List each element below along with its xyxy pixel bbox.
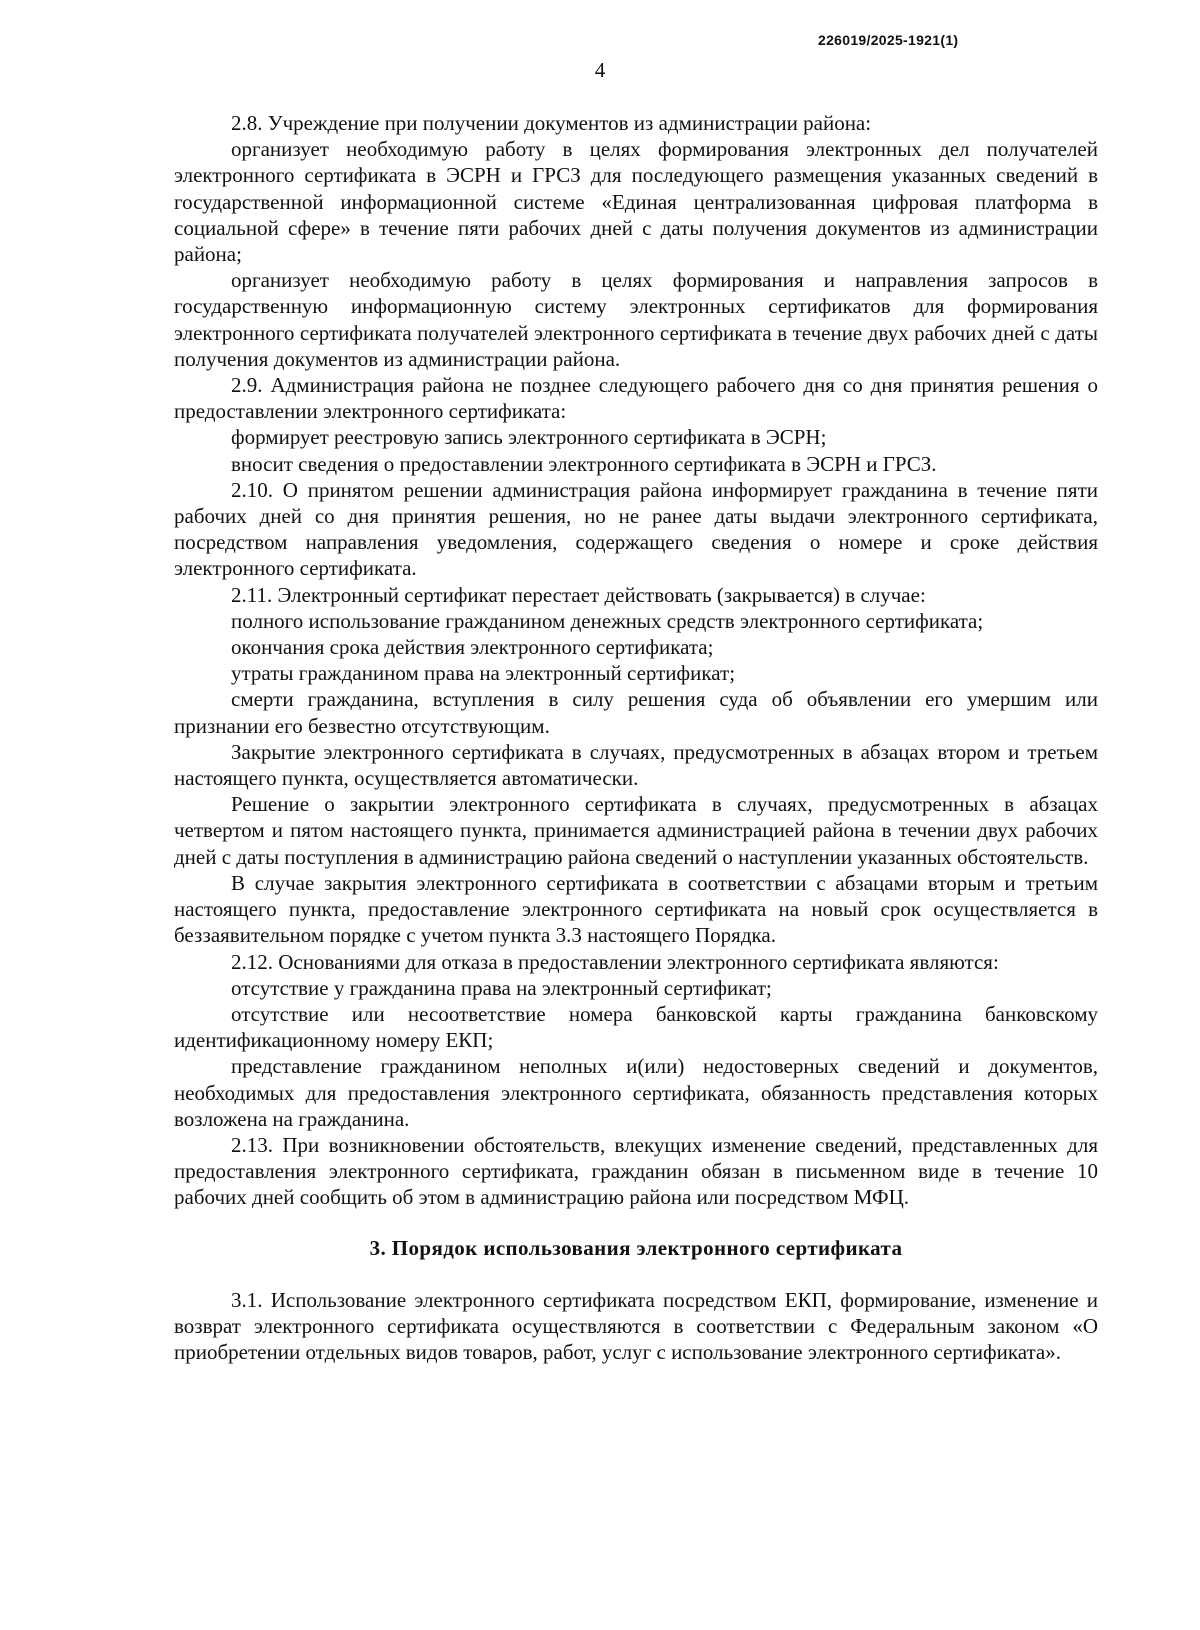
paragraph: Закрытие электронного сертификата в случаях, предусмотренных в абзацах втором и третьем настоящего пункта, осуществляется автоматически.: [174, 739, 1098, 791]
paragraph: отсутствие у гражданина права на электронный сертификат;: [231, 975, 772, 1000]
paragraph: окончания срока действия электронного сертификата;: [231, 635, 714, 660]
paragraph: отсутствие или несоответствие номера банковской карты гражданина банковскому идентификационному номеру ЕКП;: [174, 1001, 1098, 1053]
paragraph: 2.10. О принятом решении администрация района информирует гражданина в течение пяти рабочих дней со дня принятия решения, но не ранее даты выдачи электронного сертификата, посредством направления уведомления, содержащего сведения о номере и сроке действия электронного сертификата.: [174, 477, 1098, 581]
paragraph: 2.9. Администрация района не позднее следующего рабочего дня со дня принятия решения о предоставлении электронного сертификата:: [174, 373, 1098, 424]
paragraph: организует необходимую работу в целях формирования электронных дел получателей электронного сертификата в ЭСРН и ГРСЗ для последующего размещения указанных сведений в государственной информационной системе «Единая централизованная цифровая платформа в социальной сфере» в течение пяти рабочих дней с даты получения документов из администрации района;: [174, 137, 1098, 267]
paragraph: вносит сведения о предоставлении электронного сертификата в ЭСРН и ГРСЗ.: [231, 451, 937, 476]
paragraph: 2.8. Учреждение при получении документов из администрации района:: [231, 111, 872, 135]
paragraph: 3.1. Использование электронного сертификата посредством ЕКП, формирование, изменение и возврат электронного сертификата осуществляются в соответствии с Федеральным законом «О приобретении отдельных видов товаров, работ, услуг с использование электронного сертификата».: [174, 1287, 1098, 1365]
paragraph: формирует реестровую запись электронного сертификата в ЭСРН;: [231, 425, 827, 450]
paragraph: 2.11. Электронный сертификат перестает действовать (закрывается) в случае:: [231, 582, 926, 607]
paragraph: организует необходимую работу в целях формирования и направления запросов в государственную информационную систему электронных сертификатов для формирования электронного сертификата получателей электронного сертификата в течение двух рабочих дней с даты получения документов из администрации района.: [174, 268, 1098, 371]
paragraph: 2.13. При возникновении обстоятельств, влекущих изменение сведений, представленных для предоставления электронного сертификата, гражданин обязан в письменном виде в течение 10 рабочих дней сообщить об этом в администрацию района или посредством МФЦ.: [174, 1132, 1098, 1210]
paragraph: смерти гражданина, вступления в силу решения суда об объявлении его умершим или признании его безвестно отсутствующим.: [174, 687, 1098, 738]
paragraph: Решение о закрытии электронного сертификата в случаях, предусмотренных в абзацах четвертом и пятом настоящего пункта, принимается администрацией района в течении двух рабочих дней с даты поступления в администрацию района сведений о наступлении указанных обстоятельств.: [174, 792, 1098, 869]
paragraph: В случае закрытия электронного сертификата в соответствии с абзацами вторым и третьим настоящего пункта, предоставление электронного сертификата на новый срок осуществляется в беззаявительном порядке с учетом пункта 3.3 настоящего Порядка.: [174, 870, 1098, 948]
paragraph: 2.12. Основаниями для отказа в предоставлении электронного сертификата являются:: [231, 949, 999, 974]
page-number: 4: [594, 58, 606, 82]
document-id: 226019/2025-1921(1): [818, 32, 959, 48]
paragraph: полного использование гражданином денежных средств электронного сертификата;: [231, 608, 984, 633]
document-body: [174, 110, 1098, 1365]
paragraph: представление гражданином неполных и(или) недостоверных сведений и документов, необходимых для предоставления электронного сертификата, обязанность представления которых возложена на гражданина.: [174, 1054, 1098, 1131]
paragraph: утраты гражданином права на электронный сертификат;: [231, 661, 736, 686]
section-heading: 3. Порядок использования электронного сертификата: [369, 1235, 903, 1260]
